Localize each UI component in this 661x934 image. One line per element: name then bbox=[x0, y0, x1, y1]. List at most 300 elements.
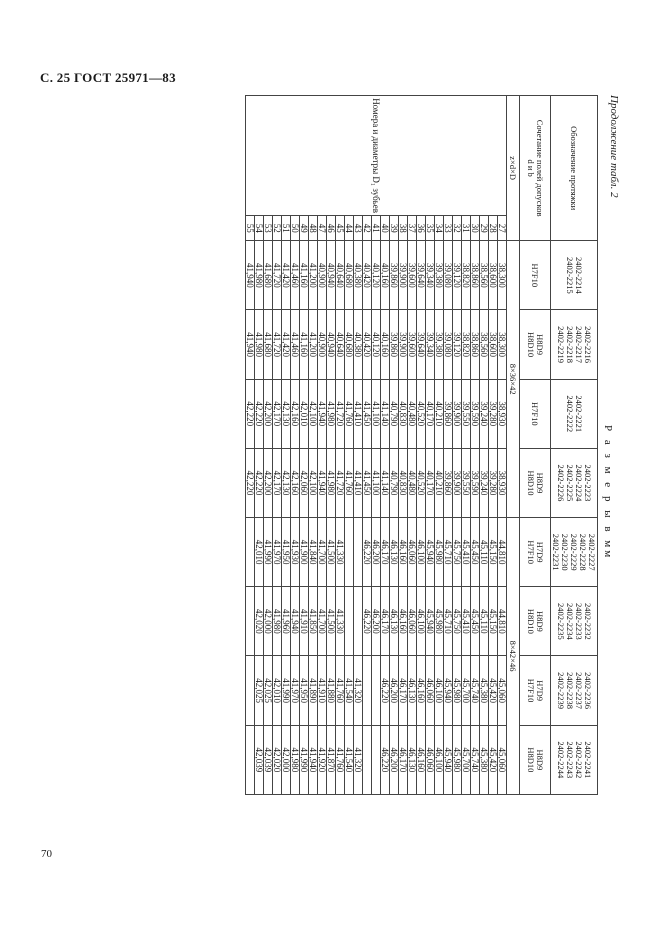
tolerance-cell bbox=[520, 310, 551, 379]
tooth-number: 51 bbox=[282, 216, 291, 241]
row-label-broach: Обозначение протяжки bbox=[551, 96, 598, 241]
diameter-value: 41,460 bbox=[291, 310, 300, 379]
diameter-value: 38,560 bbox=[480, 241, 489, 310]
continuation-note: Продолжение табл. 2 bbox=[608, 95, 620, 198]
diameter-value: 40,520 bbox=[417, 379, 426, 448]
diameter-value: 38,300 bbox=[498, 310, 507, 379]
diameter-value: 41,500 bbox=[327, 518, 336, 587]
tooth-number: 32 bbox=[453, 216, 462, 241]
diameter-value: 42,220 bbox=[255, 379, 264, 448]
diameter-value: 46,160 bbox=[399, 518, 408, 587]
diameter-value: 41,760 bbox=[345, 448, 354, 517]
diameter-value: 42,010 bbox=[255, 518, 264, 587]
broach-cell bbox=[551, 656, 598, 725]
diameter-value: 42,160 bbox=[291, 379, 300, 448]
diameter-value: 45,380 bbox=[480, 656, 489, 725]
diameter-value: 41,980 bbox=[291, 725, 300, 794]
diameter-value: 39,640 bbox=[417, 310, 426, 379]
diameter-value: 42,220 bbox=[255, 448, 264, 517]
broach-number: 2402-2237 bbox=[574, 672, 584, 709]
diameter-value: 41,970 bbox=[273, 518, 282, 587]
broach-number: 2402-2242 bbox=[574, 741, 584, 779]
broach-number: 2402-2225 bbox=[565, 464, 575, 502]
group-label: 8×42×46 bbox=[507, 518, 520, 795]
tooth-number: 31 bbox=[462, 216, 471, 241]
diameter-value: 39,600 bbox=[408, 310, 417, 379]
diameter-value: 41,100 bbox=[372, 448, 381, 517]
tolerance-value: H7F10 bbox=[530, 263, 541, 288]
diameter-value: 45,980 bbox=[453, 656, 462, 725]
diameter-value: 41,330 bbox=[336, 518, 345, 587]
diameter-value: 39,280 bbox=[489, 379, 498, 448]
tolerance-value: H8D10 bbox=[526, 608, 536, 634]
diameter-value: 39,640 bbox=[417, 241, 426, 310]
group-row bbox=[507, 96, 520, 795]
diameter-value: 39,860 bbox=[444, 448, 453, 517]
diameter-value: 42,025 bbox=[264, 656, 273, 725]
diameter-value: 41,850 bbox=[309, 587, 318, 656]
diameter-value: 40,520 bbox=[417, 448, 426, 517]
diameter-value: 42,020 bbox=[255, 587, 264, 656]
diameter-value: 39,900 bbox=[399, 310, 408, 379]
tooth-number: 43 bbox=[354, 216, 363, 241]
diameter-value: 40,790 bbox=[390, 379, 399, 448]
tooth-number: 28 bbox=[489, 216, 498, 241]
diameter-value: 40,210 bbox=[435, 379, 444, 448]
diameter-value: 41,100 bbox=[372, 379, 381, 448]
diameter-value: 46,130 bbox=[408, 725, 417, 794]
tooth-number: 44 bbox=[345, 216, 354, 241]
diameter-value: 46,100 bbox=[435, 725, 444, 794]
diameter-value: 39,900 bbox=[453, 379, 462, 448]
tolerance-sub: d и b bbox=[526, 159, 536, 177]
broach-number: 2402-2216 bbox=[583, 326, 593, 363]
broach-number: 2402-2231 bbox=[551, 533, 562, 571]
diameter-value: 41,680 bbox=[264, 241, 273, 310]
tooth-number: 42 bbox=[363, 216, 372, 241]
diameter-value: 45,940 bbox=[444, 656, 453, 725]
diameter-value: 41,940 bbox=[309, 725, 318, 794]
diameter-value: 41,970 bbox=[291, 656, 300, 725]
diameter-value: 41,450 bbox=[363, 448, 372, 517]
diameter-value: 40,940 bbox=[327, 241, 336, 310]
diameter-value: 40,480 bbox=[408, 448, 417, 517]
tooth-number: 27 bbox=[498, 216, 507, 241]
diameter-value: 46,130 bbox=[408, 656, 417, 725]
tolerance-value: H8D10 bbox=[526, 747, 536, 773]
diameter-value: 41,680 bbox=[264, 310, 273, 379]
diameter-value: 45,420 bbox=[489, 725, 498, 794]
diameter-value bbox=[363, 725, 372, 794]
row-label-zdd: z×d×D bbox=[507, 96, 520, 241]
diameter-value: 46,170 bbox=[399, 725, 408, 794]
broach-cell bbox=[551, 725, 598, 794]
diameter-value: 41,720 bbox=[336, 448, 345, 517]
diameter-value: 45,060 bbox=[498, 656, 507, 725]
tooth-number: 55 bbox=[246, 216, 255, 241]
tolerance-value: H7D9 bbox=[535, 680, 545, 701]
diameter-value: 45,450 bbox=[471, 587, 480, 656]
tooth-number: 29 bbox=[480, 216, 489, 241]
tooth-number: 38 bbox=[399, 216, 408, 241]
diameter-value: 46,130 bbox=[390, 518, 399, 587]
diameter-value: 40,640 bbox=[336, 310, 345, 379]
diameter-value: 39,340 bbox=[426, 241, 435, 310]
broach-number: 2402-2238 bbox=[565, 672, 575, 709]
broach-number: 2402-2236 bbox=[583, 672, 593, 709]
diameter-value: 39,080 bbox=[444, 241, 453, 310]
diameter-value: 40,640 bbox=[336, 241, 345, 310]
diameter-value: 39,380 bbox=[435, 310, 444, 379]
diameter-value: 41,910 bbox=[318, 656, 327, 725]
diameter-value: 39,550 bbox=[462, 379, 471, 448]
diameter-value: 46,060 bbox=[426, 725, 435, 794]
diameter-value: 39,590 bbox=[471, 448, 480, 517]
broach-number: 2402-2222 bbox=[565, 395, 575, 433]
diameter-value: 45,150 bbox=[489, 587, 498, 656]
diameter-value: 39,860 bbox=[444, 379, 453, 448]
group-label: 8×36×42 bbox=[507, 241, 520, 518]
diameter-value: 38,560 bbox=[480, 310, 489, 379]
diameter-value: 41,940 bbox=[291, 587, 300, 656]
diameter-value: 41,700 bbox=[318, 518, 327, 587]
diameter-value: 40,900 bbox=[318, 241, 327, 310]
tooth-number: 34 bbox=[435, 216, 444, 241]
broach-cell bbox=[551, 448, 598, 517]
diameter-value: 44,810 bbox=[498, 518, 507, 587]
diameter-value: 41,760 bbox=[345, 379, 354, 448]
diameter-value: 41,940 bbox=[318, 448, 327, 517]
tolerance-value: H8D9 bbox=[535, 472, 545, 494]
diameter-value: 41,980 bbox=[255, 310, 264, 379]
diameter-value: 38,820 bbox=[462, 241, 471, 310]
broach-number: 2402-2226 bbox=[556, 464, 566, 502]
diameter-value: 41,990 bbox=[300, 725, 309, 794]
diameter-value: 45,060 bbox=[498, 725, 507, 794]
diameter-value: 39,860 bbox=[390, 310, 399, 379]
tooth-number: 47 bbox=[318, 216, 327, 241]
diameter-value: 46,170 bbox=[381, 518, 390, 587]
diameter-value: 45,450 bbox=[471, 518, 480, 587]
broach-number: 2402-2221 bbox=[574, 395, 584, 433]
tooth-number: 46 bbox=[327, 216, 336, 241]
diameter-value: 41,980 bbox=[255, 241, 264, 310]
diameter-value: 41,720 bbox=[273, 310, 282, 379]
broach-cell bbox=[551, 587, 598, 656]
diameter-value: 45,980 bbox=[435, 518, 444, 587]
diameter-value: 39,280 bbox=[489, 448, 498, 517]
diameter-value: 40,680 bbox=[345, 310, 354, 379]
diameter-value: 41,950 bbox=[300, 656, 309, 725]
diameter-value: 46,220 bbox=[363, 518, 372, 587]
diameter-value: 39,340 bbox=[426, 310, 435, 379]
tolerance-value: H8D9 bbox=[535, 334, 545, 355]
diameter-value: 41,140 bbox=[381, 379, 390, 448]
broach-number: 2402-2223 bbox=[583, 464, 593, 502]
diameter-value: 40,830 bbox=[399, 379, 408, 448]
tolerance-value: H8D10 bbox=[526, 332, 536, 358]
diameter-value: 40,380 bbox=[354, 310, 363, 379]
diameter-value: 45,750 bbox=[453, 518, 462, 587]
diameter-value: 39,900 bbox=[453, 448, 462, 517]
diameter-value: 46,200 bbox=[372, 518, 381, 587]
broach-number: 2402-2230 bbox=[560, 533, 571, 571]
diameter-value: 42,130 bbox=[282, 448, 291, 517]
diameter-value: 41,870 bbox=[327, 725, 336, 794]
diameter-value: 38,930 bbox=[498, 448, 507, 517]
tolerance-label: Сочетание полей допусков bbox=[535, 119, 545, 217]
diameter-value: 46,220 bbox=[381, 656, 390, 725]
diameter-value: 42,170 bbox=[273, 448, 282, 517]
diameter-value: 42,100 bbox=[309, 448, 318, 517]
diameter-value: 40,900 bbox=[318, 310, 327, 379]
diameter-value: 41,140 bbox=[381, 448, 390, 517]
tolerance-value: H8D10 bbox=[526, 470, 536, 496]
diameter-value: 45,740 bbox=[471, 656, 480, 725]
diameter-value: 41,500 bbox=[327, 587, 336, 656]
broach-number: 2402-2232 bbox=[583, 602, 593, 640]
broach-number: 2402-2239 bbox=[556, 672, 566, 709]
tolerance-value: H7F10 bbox=[526, 678, 536, 703]
broach-number: 2402-2243 bbox=[565, 741, 575, 779]
diameter-value: 41,890 bbox=[309, 656, 318, 725]
diameter-value: 45,980 bbox=[453, 725, 462, 794]
diameter-value: 45,710 bbox=[444, 518, 453, 587]
diameter-value: 42,200 bbox=[264, 379, 273, 448]
diameter-value: 40,160 bbox=[381, 310, 390, 379]
diameter-value: 46,200 bbox=[390, 725, 399, 794]
diameter-value: 41,160 bbox=[300, 310, 309, 379]
diameter-value: 38,820 bbox=[462, 310, 471, 379]
diameter-value: 46,060 bbox=[408, 518, 417, 587]
diameter-value: 46,170 bbox=[399, 656, 408, 725]
tooth-number: 50 bbox=[291, 216, 300, 241]
broach-cell bbox=[551, 379, 598, 448]
tolerance-cell bbox=[520, 241, 551, 310]
diameter-value: 45,110 bbox=[480, 587, 489, 656]
side-numbers-label: Номера и диаметры D₁ зубьев bbox=[371, 98, 381, 213]
diameter-value: 40,790 bbox=[390, 448, 399, 517]
diameter-value: 41,450 bbox=[363, 379, 372, 448]
broach-number: 2402-2218 bbox=[565, 326, 575, 363]
row-label-tolerance bbox=[520, 96, 551, 241]
diameter-value: 42,039 bbox=[255, 725, 264, 794]
diameter-value: 41,840 bbox=[309, 518, 318, 587]
diameter-value bbox=[345, 587, 354, 656]
diameter-value: 40,120 bbox=[372, 241, 381, 310]
tolerance-value: H7D9 bbox=[535, 541, 545, 563]
diameter-value: 41,410 bbox=[354, 379, 363, 448]
diameter-value: 41,990 bbox=[264, 518, 273, 587]
tolerance-cell bbox=[520, 379, 551, 448]
diameter-value: 45,110 bbox=[480, 518, 489, 587]
diameter-value: 41,920 bbox=[318, 725, 327, 794]
tolerance-value: H8D9 bbox=[535, 749, 545, 771]
diameter-value: 42,025 bbox=[255, 656, 264, 725]
diameter-value: 41,760 bbox=[336, 725, 345, 794]
diameter-value: 41,540 bbox=[345, 656, 354, 725]
diameter-value: 46,060 bbox=[408, 587, 417, 656]
diameter-value: 40,170 bbox=[426, 379, 435, 448]
diameter-value: 39,590 bbox=[471, 379, 480, 448]
side-label bbox=[246, 96, 507, 216]
diameter-value: 42,100 bbox=[309, 379, 318, 448]
broach-number: 2402-2224 bbox=[574, 464, 584, 502]
diameter-value: 46,200 bbox=[390, 656, 399, 725]
diameter-value: 41,720 bbox=[273, 241, 282, 310]
diameter-value: 46,200 bbox=[372, 587, 381, 656]
diameter-value: 40,170 bbox=[426, 448, 435, 517]
broach-number: 2402-2244 bbox=[556, 741, 566, 779]
diameter-value: 42,170 bbox=[273, 379, 282, 448]
diameter-value: 45,410 bbox=[462, 587, 471, 656]
broach-cell bbox=[551, 310, 598, 379]
diameter-value: 41,940 bbox=[246, 241, 255, 310]
diameter-value: 41,200 bbox=[309, 241, 318, 310]
diameter-value: 45,710 bbox=[444, 587, 453, 656]
page-header: С. 25 ГОСТ 25971—83 bbox=[40, 70, 176, 85]
diameter-value: 40,160 bbox=[381, 241, 390, 310]
broach-number: 2402-2219 bbox=[556, 326, 566, 363]
diameter-value: 45,940 bbox=[426, 587, 435, 656]
diameter-value: 42,130 bbox=[282, 379, 291, 448]
diameter-value: 39,080 bbox=[444, 310, 453, 379]
diameter-value: 40,120 bbox=[372, 310, 381, 379]
diameter-value: 38,930 bbox=[498, 379, 507, 448]
diameter-value: 40,680 bbox=[345, 241, 354, 310]
diameter-value: 39,600 bbox=[408, 241, 417, 310]
diameter-value: 45,740 bbox=[471, 725, 480, 794]
diameter-value: 41,420 bbox=[282, 241, 291, 310]
broach-cell bbox=[551, 241, 598, 310]
tolerance-cell bbox=[520, 725, 551, 794]
broach-number: 2402-2233 bbox=[574, 602, 584, 640]
diameter-value: 41,880 bbox=[327, 656, 336, 725]
broach-number: 2402-2234 bbox=[565, 602, 575, 640]
diameter-value: 42,000 bbox=[264, 587, 273, 656]
diameter-value: 38,600 bbox=[489, 310, 498, 379]
diameter-value: 45,380 bbox=[480, 725, 489, 794]
tooth-number: 54 bbox=[255, 216, 264, 241]
diameter-value: 46,130 bbox=[390, 587, 399, 656]
diameter-value: 42,220 bbox=[246, 379, 255, 448]
diameter-value: 40,480 bbox=[408, 379, 417, 448]
diameter-value: 46,100 bbox=[417, 587, 426, 656]
tolerance-cell bbox=[520, 518, 551, 587]
tooth-number: 39 bbox=[390, 216, 399, 241]
tolerance-cell bbox=[520, 448, 551, 517]
diameter-value: 40,830 bbox=[399, 448, 408, 517]
diameter-value: 38,860 bbox=[471, 310, 480, 379]
diameter-value: 46,100 bbox=[417, 518, 426, 587]
diameter-value: 39,240 bbox=[480, 379, 489, 448]
tooth-number: 48 bbox=[309, 216, 318, 241]
tooth-number: 49 bbox=[300, 216, 309, 241]
diameter-value: 41,760 bbox=[336, 656, 345, 725]
tooth-number: 40 bbox=[381, 216, 390, 241]
diameter-value: 45,940 bbox=[426, 518, 435, 587]
diameter-value: 45,940 bbox=[444, 725, 453, 794]
diameter-value: 45,700 bbox=[462, 725, 471, 794]
broach-row bbox=[551, 96, 598, 795]
diameter-value: 44,810 bbox=[498, 587, 507, 656]
diameter-value: 42,000 bbox=[282, 725, 291, 794]
diameter-value: 39,550 bbox=[462, 448, 471, 517]
broach-number: 2402-2235 bbox=[556, 602, 566, 640]
diameter-value: 46,100 bbox=[435, 656, 444, 725]
tolerance-cell bbox=[520, 587, 551, 656]
diameter-value: 45,750 bbox=[453, 587, 462, 656]
diameter-value: 41,720 bbox=[336, 379, 345, 448]
broach-number: 2402-2217 bbox=[574, 326, 584, 363]
diameter-value: 46,160 bbox=[417, 725, 426, 794]
diameter-value: 38,600 bbox=[489, 241, 498, 310]
broach-number: 2402-2227 bbox=[587, 533, 598, 571]
broach-cell bbox=[551, 518, 598, 587]
tooth-number: 30 bbox=[471, 216, 480, 241]
diameter-value: 41,320 bbox=[354, 656, 363, 725]
diameter-value: 39,380 bbox=[435, 241, 444, 310]
diameter-value: 41,700 bbox=[318, 587, 327, 656]
tooth-number: 53 bbox=[264, 216, 273, 241]
diameter-value: 41,940 bbox=[246, 310, 255, 379]
diameter-value: 40,380 bbox=[354, 241, 363, 310]
sizes-title: Р а з м е р ы в мм bbox=[602, 425, 614, 561]
diameter-value: 39,120 bbox=[453, 241, 462, 310]
diameter-value: 42,200 bbox=[264, 448, 273, 517]
diameter-value: 41,330 bbox=[336, 587, 345, 656]
tolerance-row bbox=[520, 96, 551, 795]
diameter-value: 40,420 bbox=[363, 241, 372, 310]
tooth-number: 36 bbox=[417, 216, 426, 241]
tolerance-value: H8D9 bbox=[535, 610, 545, 632]
diameter-value: 41,980 bbox=[273, 587, 282, 656]
diameter-value: 39,120 bbox=[453, 310, 462, 379]
diameter-value: 39,860 bbox=[390, 241, 399, 310]
tolerance-cell bbox=[520, 656, 551, 725]
diameter-value: 38,860 bbox=[471, 241, 480, 310]
diameter-value: 45,150 bbox=[489, 518, 498, 587]
diameter-value: 41,980 bbox=[327, 448, 336, 517]
diameter-value: 42,039 bbox=[264, 725, 273, 794]
diameter-value: 45,420 bbox=[489, 656, 498, 725]
diameter-value: 46,160 bbox=[417, 656, 426, 725]
diameter-value: 42,010 bbox=[273, 656, 282, 725]
tolerance-value: H7F10 bbox=[526, 540, 536, 564]
diameter-value: 41,910 bbox=[300, 587, 309, 656]
broach-number: 2402-2241 bbox=[583, 741, 593, 779]
diameter-value: 42,220 bbox=[246, 448, 255, 517]
diameter-value: 39,240 bbox=[480, 448, 489, 517]
diameter-value: 41,420 bbox=[282, 310, 291, 379]
broach-number: 2402-2214 bbox=[574, 256, 584, 294]
diameter-value: 46,220 bbox=[363, 587, 372, 656]
diameter-value: 41,540 bbox=[345, 725, 354, 794]
diameter-value: 41,160 bbox=[300, 241, 309, 310]
diameter-value: 41,980 bbox=[327, 379, 336, 448]
diameter-value: 46,060 bbox=[426, 656, 435, 725]
diameter-value: 41,320 bbox=[354, 725, 363, 794]
diameter-value: 42,020 bbox=[273, 725, 282, 794]
diameter-value: 38,300 bbox=[498, 241, 507, 310]
diameter-value: 41,900 bbox=[300, 518, 309, 587]
tooth-number: 52 bbox=[273, 216, 282, 241]
tolerance-value: H7F10 bbox=[530, 401, 541, 426]
diameter-value: 41,960 bbox=[282, 587, 291, 656]
diameter-value: 45,410 bbox=[462, 518, 471, 587]
table-row bbox=[498, 96, 507, 795]
tooth-number: 37 bbox=[408, 216, 417, 241]
